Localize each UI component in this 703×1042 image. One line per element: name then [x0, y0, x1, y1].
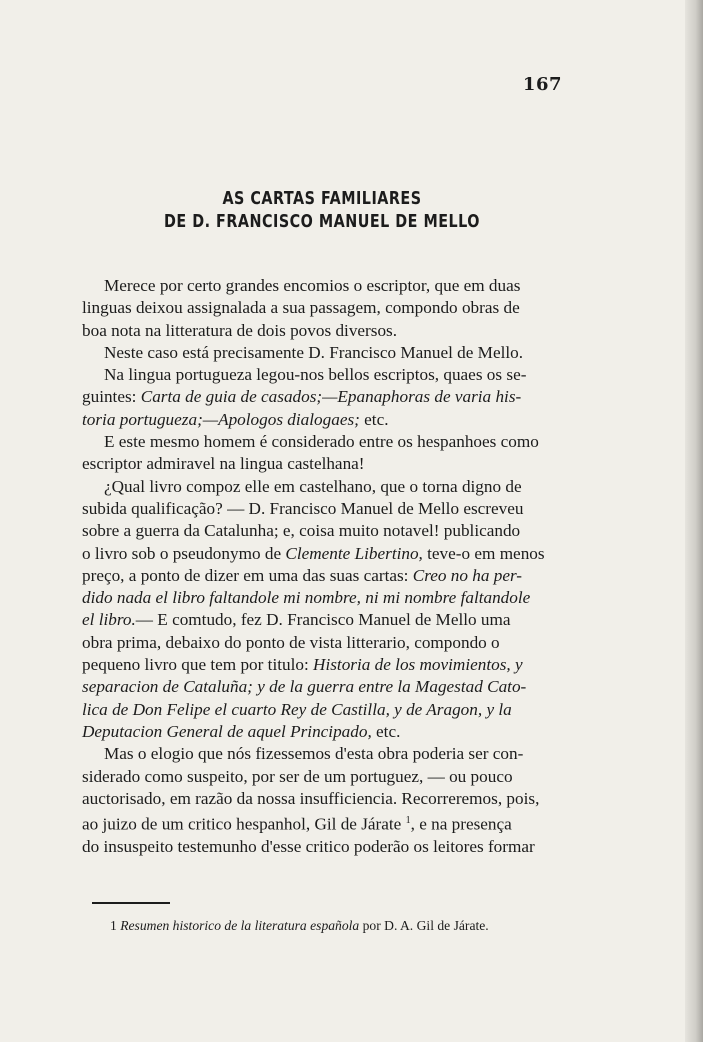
text-line: el libro.— E comtudo, fez D. Francisco Manuel de Mello uma	[82, 610, 511, 630]
chapter-title	[125, 188, 519, 234]
text-line: Neste caso está precisamente D. Francisco Manuel de Mello.	[104, 342, 524, 362]
text-line: escriptor admiravel na lingua castelhana!	[82, 454, 365, 474]
text-line: Merece por certo grandes encomios o escriptor, que em duas	[104, 276, 521, 295]
title-line-1: AS CARTAS FAMILIARES	[222, 189, 422, 209]
text-line: sobre a guerra da Catalunha; e, coisa muito notavel! publicando	[82, 521, 521, 541]
page-number: 167	[522, 74, 562, 95]
text-line: auctorisado, em razão da nossa insufficiencia. Recorreremos, pois,	[82, 788, 540, 808]
text-line: E este mesmo homem é considerado entre os hespanhoes como	[104, 432, 539, 452]
text-line: linguas deixou assignalada a sua passagem, compondo obras de	[82, 298, 520, 318]
text-line: o livro sob o pseudonymo de Clemente Libertino, teve-o em menos	[82, 543, 545, 563]
text-line: ¿Qual livro compoz elle em castelhano, que o torna digno de	[104, 476, 522, 496]
text-line: Na lingua portugueza legou-nos bellos escriptos, quaes os se-	[104, 365, 527, 385]
text-line: dido nada el libro faltandole mi nombre, ni mi nombre faltandole	[82, 588, 531, 608]
text-line: lica de Don Felipe el cuarto Rey de Castilla, y de Aragon, y la	[82, 699, 512, 719]
text-line: Mas o elogio que nós fizessemos d'esta obra poderia ser con-	[104, 744, 524, 764]
book-page	[82, 70, 562, 970]
footnote-author: por D. A. Gil de Járate.	[359, 918, 489, 933]
page-edge	[685, 0, 703, 1042]
text-line: preço, a ponto de dizer em uma das suas cartas: Creo no ha per-	[82, 565, 523, 585]
footnote-mark: 1	[110, 918, 117, 933]
text-line: toria portugueza;—Apologos dialogaes; etc.	[82, 409, 389, 429]
text-line: guintes: Carta de guia de casados;—Epanaphoras de varia his-	[82, 387, 522, 407]
footnote	[110, 918, 570, 934]
body-text	[82, 275, 562, 858]
text-line: do insuspeito testemunho d'esse critico poderão os leitores formar	[82, 837, 535, 857]
text-line: ao juizo de um critico hespanhol, Gil de Járate $^1$, e na presença	[82, 814, 512, 834]
footnote-title: Resumen historico de la literatura española	[120, 918, 360, 933]
text-line: siderado como suspeito, por ser de um portuguez, — ou pouco	[82, 766, 513, 786]
text-line: Deputacion General de aquel Principado, etc.	[82, 721, 401, 741]
text-line: obra prima, debaixo do ponto de vista litterario, compondo o	[82, 632, 500, 652]
text-line: pequeno livro que tem por titulo: Historia de los movimientos, y	[82, 655, 523, 675]
text-line: subida qualificação? — D. Francisco Manuel de Mello escreveu	[82, 498, 524, 518]
text-line: separacion de Cataluña; y de la guerra entre la Magestad Cato-	[82, 677, 527, 697]
title-line-2: DE D. FRANCISCO MANUEL DE MELLO	[164, 212, 480, 232]
footnote-rule	[92, 902, 170, 904]
text-line: boa nota na litteratura de dois povos diversos.	[82, 320, 398, 340]
